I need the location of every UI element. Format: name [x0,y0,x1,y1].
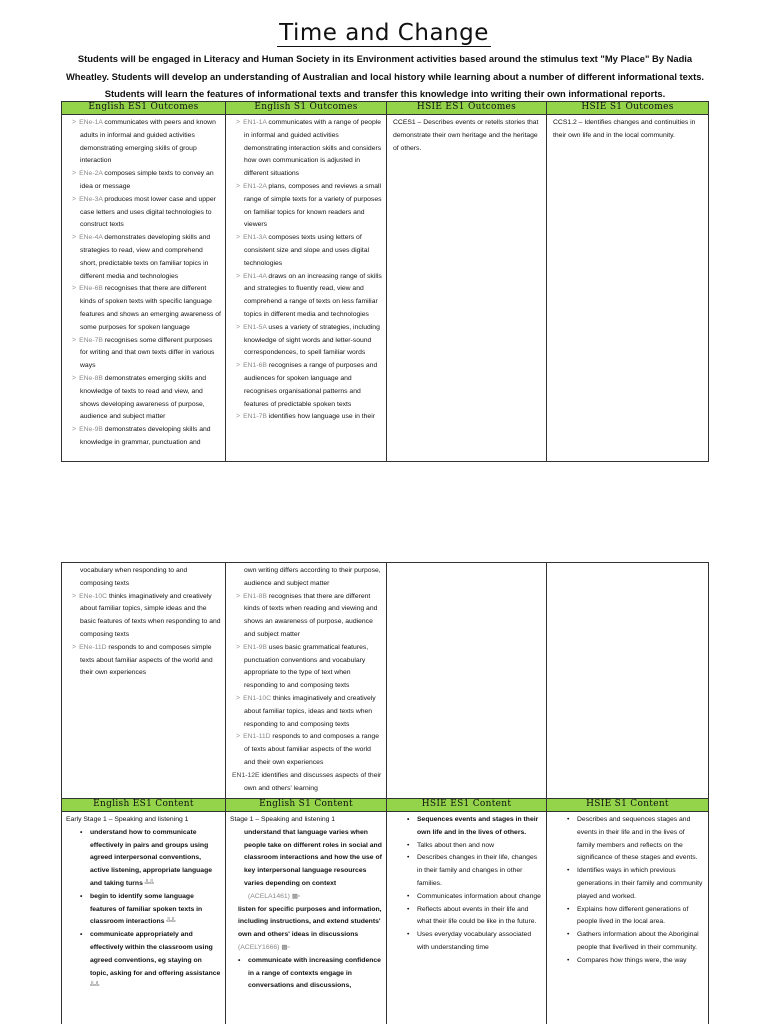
outcome-text: produces most lower case and upper case letters and uses digital technologies to construct texts [80,195,216,229]
outcome-code: EN1-4A [243,272,267,280]
outcome-continued-line: own writing differs according to their purpose, audience and subject matter [244,567,381,587]
speaking-icon: ▩▫ [291,892,301,900]
outcome-item [68,194,221,232]
intro-paragraph: Students will be engaged in Literacy and Human Society in its Environment activities based around the stimulus text "My Place" By Nadia Wheatley. Students will develop an understanding of Australian and local history while learning about a number of different informational texts. Students will learn the features of informational texts and transfer this knowledge into writing their own informational reports. [65,53,705,99]
content-paragraph: understand that language varies when people take on different roles in social and classroom interactions and how the use of key interpersonal language resources varies depending on context [244,828,382,887]
outcomes-table [61,101,709,462]
outcome-item [68,117,221,168]
speaking-icon: ▩▫ [281,943,290,951]
content-bullet: • Communicates information about change [389,891,542,904]
outcome-item [68,373,221,424]
outcome-item [232,731,382,769]
outcome-code: EN1-7B [243,413,267,421]
outcome-item [68,424,221,450]
outcome-code: EN1-11D [243,733,271,741]
content-stage-heading: Early Stage 1 – Speaking and listening 1 [66,816,189,823]
outcome-code: EN1-2A [243,182,267,190]
content-bullet: • Reflects about events in their life and what their life could be like in the future. [389,904,542,930]
outcome-code: ENe-10C [79,592,108,600]
english-es1-content-cell [62,812,226,1024]
outcome-item [232,642,382,693]
outcome-code: EN1-9B [243,643,267,651]
chevron-right-icon: > [236,413,241,421]
english-es1-outcomes-cell [62,115,226,462]
english-s1-outcomes-continued-cell [226,563,387,799]
chevron-right-icon: > [236,362,241,370]
speaking-icon: ╩╩ [142,879,154,887]
outcome-item [232,693,382,731]
outcome-code: ENe-3A [79,195,103,203]
content-bullet: • Explains how different generations of people lived in the local area. [549,904,704,930]
chevron-right-icon: > [236,733,241,741]
hsie-es1-outcome-text: CCES1 – Describes events or retells stories that demonstrate their own heritage and the heritage of others. [393,119,539,152]
outcome-text: thinks imaginatively and creatively about familiar topics, ideas and texts when responding to and composing texts [244,694,376,728]
content-bullet: • begin to identify some language features of familiar spoken texts in classroom interactions ╩╩ [62,891,221,929]
chevron-right-icon: > [72,643,77,651]
outcome-text: responds to and composes simple texts about familiar aspects of the world and their own experiences [80,643,213,677]
outcome-item [68,168,221,194]
chevron-right-icon: > [236,643,241,651]
outcome-text: thinks imaginatively and creatively about familiar topics, simple ideas and the basic features of texts when responding to and composing texts [80,592,221,638]
chevron-right-icon: > [236,119,241,126]
outcome-text: uses a variety of strategies, including knowledge of sight words and letter-sound correspondences, to spell familiar words [244,323,380,357]
chevron-right-icon: > [72,119,77,126]
header-hsie-es1-outcomes: HSIE ES1 Outcomes [387,102,547,115]
outcome-code: EN1-8B [243,592,267,600]
english-es1-outcomes-continued-cell [62,563,226,799]
outcome-code: EN1-1A [243,119,267,126]
hsie-es1-content-cell [387,812,547,1024]
outcome-code: ENe-4A [79,234,103,242]
outcome-code: ENe-8B [79,374,103,382]
header-english-s1-outcomes: English S1 Outcomes [226,102,387,115]
hsie-s1-outcome-text: CCS1.2 – Identifies changes and continuities in their own life and in the local community. [553,119,696,139]
outcome-text: communicates with peers and known adults in informal and guided activities demonstrating emerging skills of group interaction [80,119,216,165]
outcome-text: recognises that there are different kinds of texts when reading and viewing and shows an awareness of purpose, audience and subject matter [244,592,378,638]
outcome-code: EN1-5A [243,323,267,331]
hsie-s1-content-cell [547,812,709,1024]
outcome-text: responds to and composes a range of texts about familiar aspects of the world and their own experiences [244,733,379,766]
chevron-right-icon: > [72,426,77,434]
speaking-icon: ╩╩ [90,982,100,990]
outcome-code: ENe-9B [79,426,103,434]
outcome-text: communicates with a range of people in informal and guided activities demonstrating interaction skills and considers how own communication is adjusted in different situations [244,119,382,178]
chevron-right-icon: > [72,195,77,203]
outcome-text: recognises a range of purposes and audiences for spoken language and recognises organisational patterns and features of predictable spoken texts [244,362,378,408]
content-bullet: • Uses everyday vocabulary associated with understanding time [389,929,542,955]
hsie-es1-outcomes-cell [387,115,547,462]
outcome-item-en1-12e: EN1-12E identifies and discusses aspects of their own and others' learning [232,771,382,792]
outcome-item [68,591,221,642]
speaking-icon: ╩╩ [164,918,176,926]
header-hsie-s1-content: HSIE S1 Content [547,799,709,812]
content-bullet: • understand how to communicate effectively in pairs and groups using agreed interpersonal conventions, active listening, appropriate language and taking turns ╩╩ [62,827,221,891]
chevron-right-icon: > [236,694,241,702]
outcome-item [232,591,382,642]
outcome-code: EN1-6B [243,362,267,370]
outcome-item [232,181,382,232]
outcome-text: uses basic grammatical features, punctuation conventions and vocabulary appropriate to the type of text when responding to and composing texts [244,643,369,690]
hsie-s1-outcomes-continued-cell [547,563,709,799]
chevron-right-icon: > [72,374,77,382]
content-code-line: (ACELA1461) ▩▫ [248,892,301,900]
english-s1-outcomes-cell [226,115,387,462]
page-title: Time and Change [279,20,489,46]
outcome-code: EN1-10C [243,694,272,702]
outcome-text: recognises some different purposes for writing and that own texts differ in various ways [80,336,215,370]
content-table [61,562,709,1024]
outcome-text: composes simple texts to convey an idea or message [80,170,214,190]
outcome-code: ENe-11D [79,643,107,651]
header-hsie-es1-content: HSIE ES1 Content [387,799,547,812]
chevron-right-icon: > [236,182,241,190]
hsie-es1-outcomes-continued-cell [387,563,547,799]
header-english-es1-content: English ES1 Content [62,799,226,812]
outcome-item [68,232,221,283]
outcome-text: demonstrates emerging skills and knowledge of texts to read and view, and shows developing awareness of purpose, audience and subject matter [80,374,207,421]
outcome-item [232,360,382,411]
content-bullet: • Sequences events and stages in their own life and in the lives of others. [389,814,542,840]
outcome-text: demonstrates developing skills and knowledge in grammar, punctuation and [80,426,211,446]
content-bullet: • Compares how things were, the way [549,955,704,968]
header-english-s1-content: English S1 Content [226,799,387,812]
chevron-right-icon: > [72,285,77,293]
outcome-text: draws on an increasing range of skills and strategies to fluently read, view and comprehend a range of texts on less familiar topics in different media and technologies [244,272,382,318]
outcome-item [68,283,221,334]
chevron-right-icon: > [72,234,77,242]
content-bullet: • communicate appropriately and effectively within the classroom using agreed conventions, eg staying on topic, asking for and offering assistance ╩╩ [62,929,221,993]
chevron-right-icon: > [72,336,77,344]
content-paragraph: listen for specific purposes and information, including instructions, and extend students' own and others' ideas in discussions (ACELY1666) ▩▫ [238,905,382,951]
outcome-text: recognises that there are different kinds of spoken texts with specific language features and shows an emerging awareness of some purposes for spoken language [80,285,221,331]
content-bullet: • Identifies ways in which previous generations in their family and community played and worked. [549,865,704,903]
content-stage-heading: Stage 1 – Speaking and listening 1 [230,816,336,823]
outcome-code: ENe-7B [79,336,103,344]
outcome-continued-line: vocabulary when responding to and composing texts [80,567,188,587]
outcome-code: ENe-1A [79,119,103,126]
content-bullet: • Describes and sequences stages and events in their life and in the lives of family members and reflects on the significance of these stages and events. [549,814,704,865]
outcome-item [68,642,221,680]
chevron-right-icon: > [72,592,77,600]
outcome-item [232,271,382,322]
outcome-text: demonstrates developing skills and strategies to read, view and comprehend short, predictable texts on familiar topics in different media and technologies [80,234,211,280]
chevron-right-icon: > [236,234,241,242]
content-bullet: • Describes changes in their life, changes in their family and changes in other families. [389,852,542,890]
header-english-es1-outcomes: English ES1 Outcomes [62,102,226,115]
outcome-text: plans, composes and reviews a small range of simple texts for a variety of purposes on familiar topics for known readers and viewers [244,182,382,229]
outcome-item [232,232,382,270]
content-bullet: • communicate with increasing confidence in a range of contexts engage in conversations and discussions, [226,955,382,993]
chevron-right-icon: > [72,170,77,178]
chevron-right-icon: > [236,323,241,331]
outcome-code: ENe-6B [79,285,103,293]
chevron-right-icon: > [236,272,241,280]
outcome-item [232,411,382,424]
english-s1-content-cell [226,812,387,1024]
header-hsie-s1-outcomes: HSIE S1 Outcomes [547,102,709,115]
content-bullet: • Gathers information about the Aboriginal people that live/lived in their community. [549,929,704,955]
outcome-code: EN1-3A [243,234,267,242]
chevron-right-icon: > [236,592,241,600]
outcome-text: identifies how language use in their [266,413,375,421]
outcome-text: composes texts using letters of consistent size and slope and uses digital technologies [244,234,370,267]
outcome-item [232,117,382,181]
outcome-item [232,322,382,360]
content-bullet: • Talks about then and now [389,840,542,853]
hsie-s1-outcomes-cell [547,115,709,462]
outcome-item [68,335,221,373]
outcome-code: ENe-2A [79,170,103,178]
